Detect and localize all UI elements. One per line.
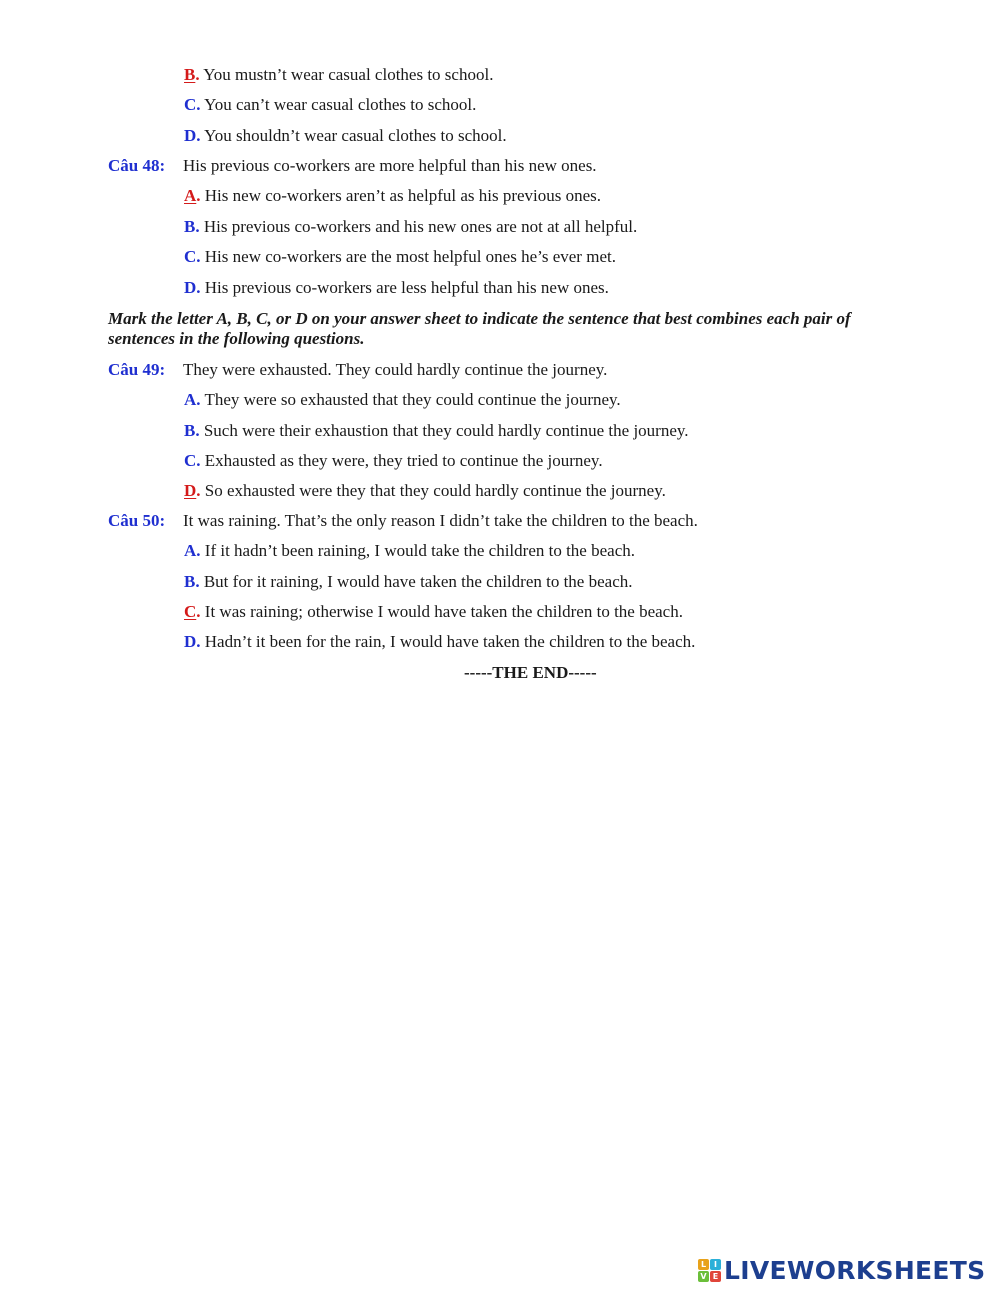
option-letter: A. [184,390,201,409]
q50-option-c[interactable] [184,602,683,622]
q49-option-b[interactable] [184,421,689,441]
option-letter: C. [184,247,201,266]
option-text: But for it raining, I would have taken the children to the beach. [199,572,633,591]
option-letter: D. [184,278,201,297]
q47-option-d[interactable] [184,126,507,146]
q49-option-c[interactable] [184,451,603,471]
option-letter: D. [184,481,201,500]
section-instruction: Mark the letter A, B, C, or D on your answer sheet to indicate the sentence that best combines each pair of sentences in the following questions. [108,309,851,348]
q48-option-b[interactable] [184,217,637,237]
option-letter: C. [184,451,201,470]
question-50 [108,511,698,531]
option-letter: A. [184,541,201,560]
q50-option-d[interactable] [184,632,695,652]
question-text: His previous co-workers are more helpful than his new ones. [183,156,597,175]
option-letter: D. [184,632,201,651]
option-text: His previous co-workers are less helpful than his new ones. [200,278,609,297]
q49-option-d[interactable] [184,481,666,501]
question-text: They were exhausted. They could hardly continue the journey. [183,360,608,379]
logo-mark-icon: L I V E [698,1259,721,1282]
q48-option-c[interactable] [184,247,616,267]
option-text: His new co-workers are the most helpful ones he’s ever met. [200,247,616,266]
question-label: Câu 50: [108,511,166,530]
liveworksheets-logo [698,1254,985,1286]
q49-option-a[interactable] [184,390,621,410]
q50-option-a[interactable] [184,541,635,561]
question-text: It was raining. That’s the only reason I didn’t take the children to the beach. [183,511,698,530]
option-letter: D. [184,126,201,145]
q50-option-b[interactable] [184,572,633,592]
option-text: If it hadn’t been raining, I would take the children to the beach. [200,541,635,560]
option-letter: B. [184,65,200,84]
option-text: You shouldn’t wear casual clothes to school. [200,126,507,145]
q48-option-d[interactable] [184,278,609,298]
question-49 [108,360,608,380]
question-48 [108,156,597,176]
option-text: You can’t wear casual clothes to school. [200,95,477,114]
option-letter: B. [184,572,200,591]
option-text: They were so exhausted that they could continue the journey. [200,390,621,409]
option-text: Hadn’t it been for the rain, I would have taken the children to the beach. [200,632,696,651]
option-text: It was raining; otherwise I would have taken the children to the beach. [200,602,683,621]
option-text: His new co-workers aren’t as helpful as his previous ones. [200,186,602,205]
option-letter: A. [184,186,201,205]
end-marker: -----THE END----- [464,663,597,682]
q47-option-c[interactable] [184,95,476,115]
option-text: Such were their exhaustion that they could hardly continue the journey. [199,421,689,440]
option-text: You mustn’t wear casual clothes to school. [199,65,494,84]
option-letter: B. [184,217,200,236]
q47-option-b[interactable] [184,65,493,85]
question-label: Câu 48: [108,156,166,175]
option-text: So exhausted were they that they could hardly continue the journey. [200,481,666,500]
q48-option-a[interactable] [184,186,601,206]
option-letter: C. [184,95,201,114]
logo-text: LIVEWORKSHEETS [724,1255,986,1285]
option-letter: C. [184,602,201,621]
question-label: Câu 49: [108,360,166,379]
option-text: His previous co-workers and his new ones are not at all helpful. [199,217,638,236]
option-letter: B. [184,421,200,440]
option-text: Exhausted as they were, they tried to continue the journey. [200,451,603,470]
